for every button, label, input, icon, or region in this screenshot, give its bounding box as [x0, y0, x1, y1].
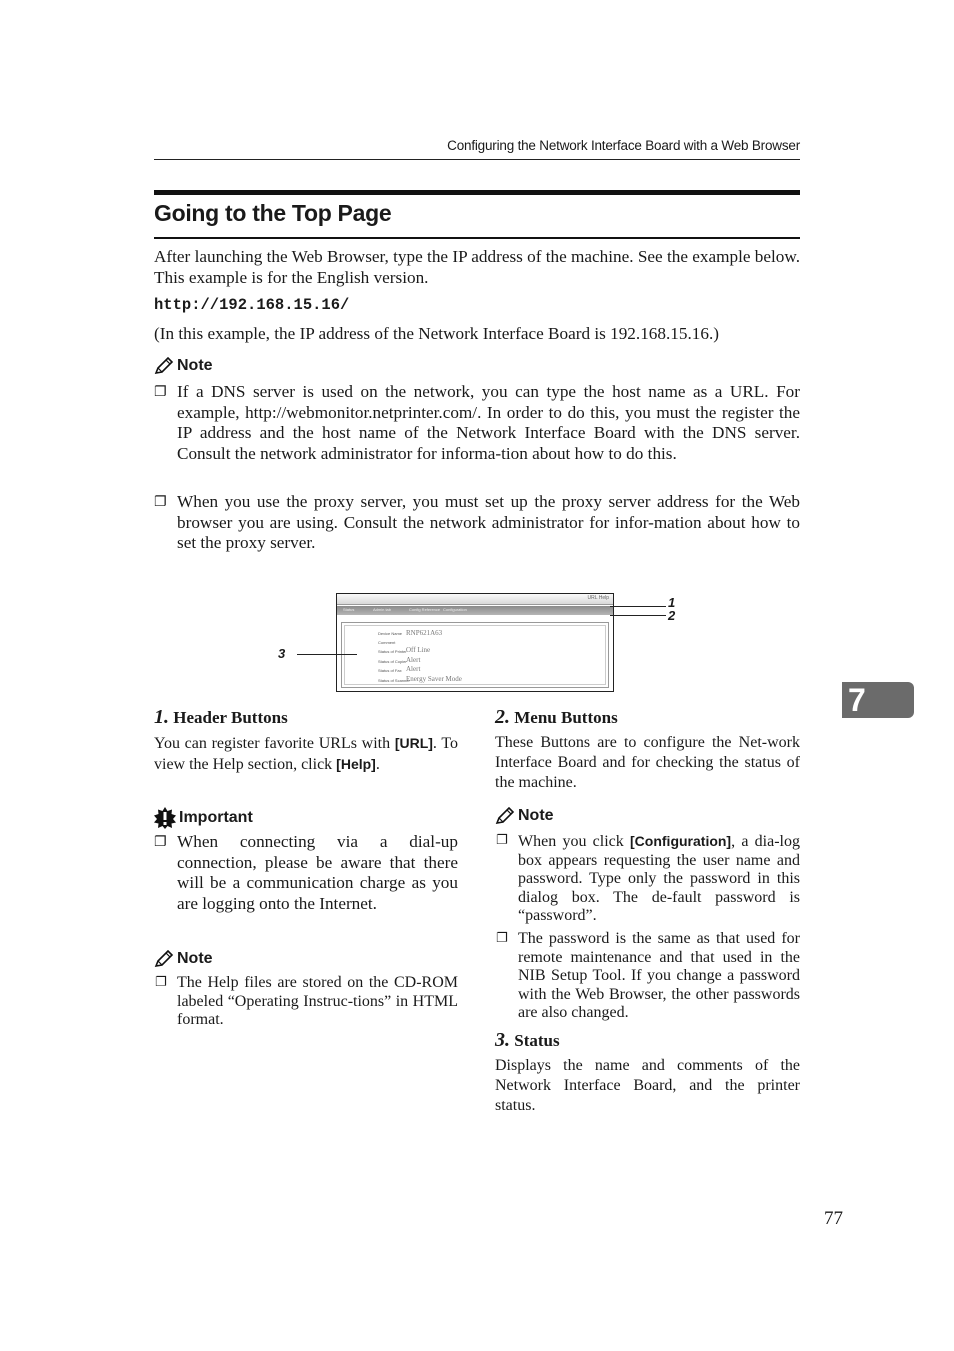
- item-heading-status: [495, 1029, 560, 1052]
- figure-menu-item: Configuration: [443, 607, 467, 612]
- important-label: Important: [179, 809, 253, 826]
- item-description: These Buttons are to configure the Net-work Interface Board and for checking the status of the machine.: [495, 734, 800, 791]
- item-number: 3.: [495, 1029, 510, 1051]
- configuration-key: [Configuration]: [630, 833, 732, 849]
- note-item-text: The password is the same as that used for remote maintenance and that used in the NIB Setup Tool. If you change a password with the Web Browser, the other passwords are also changed.: [518, 930, 800, 1022]
- callout-line-3: [297, 654, 357, 655]
- figure-header-links: URL Help: [587, 595, 609, 601]
- item-title: Header Buttons: [173, 708, 288, 727]
- item-number: 1.: [154, 706, 169, 728]
- note-item-text: The Help files are stored on the CD-ROM labeled “Operating Instruc-tions” in HTML format.: [177, 974, 458, 1029]
- note-label: Note: [518, 807, 554, 824]
- chapter-tab: 7: [842, 682, 914, 718]
- running-head-rule: [154, 159, 800, 160]
- pencil-icon: [495, 807, 515, 825]
- item-description: Displays the name and comments of the Network Interface Board, and the printer status.: [495, 1057, 800, 1114]
- checkbox-bullet-icon: ❐: [496, 931, 508, 946]
- note-heading: [495, 807, 554, 825]
- item-title: Status: [514, 1031, 560, 1050]
- figure-menu-item: Status: [343, 607, 355, 612]
- figure-row-value: Alert: [406, 656, 421, 664]
- figure-row-value: Energy Saver Mode: [406, 675, 462, 683]
- example-url: http://192.168.15.16/: [154, 296, 350, 314]
- section-title: Going to the Top Page: [154, 200, 392, 226]
- example-note: (In this example, the IP address of the Network Interface Board is 192.168.15.16.): [154, 324, 719, 343]
- help-key: [Help]: [336, 756, 376, 772]
- figure-row-label: Comment: [378, 640, 396, 645]
- url-key: [URL]: [394, 735, 433, 751]
- checkbox-bullet-icon: ❐: [496, 833, 508, 848]
- checkbox-bullet-icon: ❐: [155, 975, 167, 990]
- important-heading: [154, 807, 253, 829]
- callout-number: 1: [668, 595, 676, 610]
- figure-status-panel: [341, 622, 609, 688]
- note-heading: [154, 950, 213, 968]
- intro-paragraph: After launching the Web Browser, type the IP address of the machine. See the example below. This example is for the English version.: [154, 247, 800, 287]
- important-badge-icon: [154, 807, 176, 829]
- figure-menu-bar: [337, 606, 613, 615]
- figure-row-label: Device Name: [378, 631, 403, 636]
- note-item: ❐ When you click [Configuration], a dia-log box appears requesting the user name and password. Type only the password in this dialog box. The de-fault password is “password”.: [496, 833, 801, 925]
- item-heading-menu-buttons: [495, 706, 618, 729]
- callout-number: 2: [668, 608, 676, 623]
- figure-row-value: Off Line: [406, 646, 431, 654]
- note-item: [155, 974, 458, 1030]
- figure-row-label: Status of Scanner: [378, 678, 410, 683]
- pencil-icon: [154, 357, 174, 375]
- title-rule-bottom: [154, 237, 800, 239]
- note-label: Note: [177, 357, 213, 374]
- figure-row-label: Status of Fax: [378, 668, 402, 673]
- note-item: [154, 492, 800, 554]
- figure-row-value: RNP621A63: [406, 629, 443, 637]
- figure-row-label: Status of Copier: [378, 659, 407, 664]
- note-item-text: If a DNS server is used on the network, you can type the host name as a URL. For example, http://webmonitor.netprinter.com/. In order to do this, you must the register the IP address and the host name of the Network Interface Board with the DNS server. Consult the network administrator for informa-tion about how to do this.: [177, 382, 800, 463]
- note-item: [154, 382, 800, 464]
- note-heading: [154, 357, 213, 375]
- item-description: You can register favorite URLs with [URL]. To view the Help section, click [Help].: [154, 735, 458, 773]
- item-number: 2.: [495, 706, 510, 728]
- item-heading-header-buttons: [154, 706, 288, 729]
- important-item-text: When connecting via a dial-up connection, please be aware that there will be a communication charge as you are logging onto the Internet.: [177, 832, 458, 913]
- important-item: [154, 832, 458, 914]
- page-number: 77: [824, 1208, 843, 1229]
- pencil-icon: [154, 950, 174, 968]
- running-head: Configuring the Network Interface Board with a Web Browser: [447, 138, 800, 153]
- callout-number: 3: [278, 646, 286, 661]
- checkbox-bullet-icon: ❐: [154, 384, 167, 400]
- note-item-text: When you use the proxy server, you must set up the proxy server address for the Web browser you are using. Consult the network administrator for infor-mation about how to set the proxy server.: [177, 492, 800, 553]
- figure-row-value: Alert: [406, 665, 421, 673]
- title-rule-top: [154, 190, 800, 195]
- note-label: Note: [177, 950, 213, 967]
- callout-line-1: [610, 606, 666, 607]
- figure-header-bar: [337, 594, 613, 605]
- item-title: Menu Buttons: [514, 708, 618, 727]
- figure-menu-item: Admin tab: [373, 607, 392, 612]
- web-image-monitor-screenshot: [336, 593, 614, 692]
- figure-menu-item: Config Reference: [409, 607, 441, 612]
- checkbox-bullet-icon: ❐: [154, 494, 167, 510]
- figure-row-label: Status of Printer: [378, 649, 407, 654]
- callout-line-2: [610, 615, 666, 616]
- note-item: [496, 930, 800, 1023]
- checkbox-bullet-icon: ❐: [154, 834, 167, 850]
